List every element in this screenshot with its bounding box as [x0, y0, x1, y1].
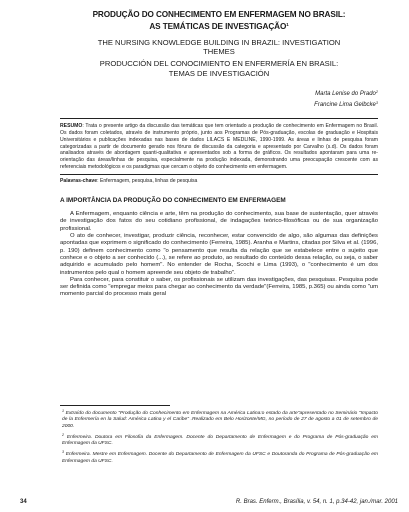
footnote-rule	[60, 405, 170, 406]
title-portuguese	[60, 10, 378, 32]
title-english	[60, 38, 378, 56]
footnotes	[60, 405, 378, 465]
title-es-line-1: PRODUCCIÓN DEL CONOCIMIENTO EN ENFERMERÍA EN BRASIL:	[99, 59, 339, 69]
title-pt-line-2: AS TEMÁTICAS DE INVESTIGAÇÃO$^1$	[149, 22, 289, 31]
paragraph-2: O ato de conhecer, investigar, produzir ciência, reconhecer, estar convencido de algo, são algumas das definições apontadas que exprimem o significado do conhecimento (Ferreira, 1985). Aranha e Martins, citadas por Silva et al. (1996, p. 190) definem conhecimento como "o pensamento que resulta da relação que se estabelece entre o sujeito que conhece e o objeto a ser conhecido (...), se refere ao produto, ao resultado do conteúdo dessa relação, ou seja, o saber adquirido e acumulado pelo homem". No entender de Rocha, Scochi e Lima (1993), o "conhecimento é um dos instrumentos pelo qual o homem apreende seu objeto de trabalho".	[60, 233, 378, 276]
author-list	[60, 88, 378, 110]
page-number: 34	[20, 499, 27, 505]
article-first-page	[60, 10, 378, 299]
author-1: Marta Lenise do Prado$^2$	[315, 89, 378, 97]
page-footer	[20, 499, 398, 505]
title-footnote-marker: 1	[286, 22, 289, 27]
author-2: Francine Lima Gelbcke$^3$	[314, 100, 378, 108]
paragraph-3: Para conhecer, para constituir o saber, os profissionais se utilizam das investigações, das pesquisas. Pesquisa pode ser definida como "empregar meios para chegar ao conhecimento da verdade"(Ferreira, 1985, p.365) ou ainda como "um momento parcial do processo mais geral	[60, 276, 378, 298]
abstract-text: RESUMO: Trata o presente artigo da discussão das temáticas que tem orientado a produção de conhecimento em Enfermagem no Brasil. Os dados foram coletados, através de instrumento próprio, junto aos Programas de Pós-graduação, escolas de graduação e Hospitais Universitários e publicações indexadas nas bases de dados LILACS E MEDLINE, 1990-1999. As áreas e linhas de pesquisa foram categorizadas a partir de documento gerado nos fóruns de discussão da categoria e apresentado por Carvalho (s.d). Os dados foram analisados através de abordagem quanti-qualitativa e apresentados sob a forma de gráficos. Os resultados apontaram para uma re-orientação das áreas/linhas de pesquisa, especialmente na produção indexada, demonstrando uma preocupação crescente com as referenciais metodológicos e os paradigmas que cercam o objeto do conhecimento em enfermagem.	[60, 122, 378, 171]
title-es-line-2: TEMAS DE INVESTIGACIÓN	[168, 68, 270, 78]
journal-citation: R. Bras. Enferm., Brasília, v. 54, n. 1, p.34-42, jan./mar. 2001	[235, 499, 398, 505]
title-en-line-2: THEMES	[203, 47, 235, 57]
footnote-2: $^2$ Enfermeira. Doutora em Filosofia da Enfermagem. Docente do Departamento de Enfermagem e do Programa de Pós-graduação em Enfermagem da UFSC.	[62, 432, 379, 447]
abstract-block	[60, 118, 378, 175]
keywords: Palavras-chave: Enfermagem, pesquisa, linhas de pesquisa	[60, 178, 198, 185]
abstract-label: RESUMO	[60, 122, 83, 129]
title-pt-line-1: PRODUÇÃO DO CONHECIMENTO EM ENFERMAGEM NO BRASIL:	[92, 10, 346, 19]
title-spanish	[60, 59, 378, 77]
title-en-line-1: THE NURSING KNOWLEDGE BUILDING IN BRAZIL: INVESTIGATION	[97, 38, 341, 47]
section-body	[60, 211, 378, 299]
footnote-3: $^3$ Enfermeira. Mestre em Enfermagem. Docente do Departamento de Enfermagem da UFSC e Doutoranda do Programa de Pós-graduação em Enfermagem da UFSC.	[62, 450, 379, 464]
keywords-label: Palavras-chave	[60, 178, 98, 185]
paragraph-1: A Enfermagem, enquanto ciência e arte, têm na produção do conhecimento, sua base de sustentação, quer através de investigação dos fatos do seu cotidiano profissional, de indagações teórico-filosóficas ou de sua organização profissional.	[60, 211, 378, 232]
section-heading: A IMPORTÂNCIA DA PRODUÇÃO DO CONHECIMENTO EM ENFERMAGEM	[60, 197, 286, 205]
footnote-1: $^1$ Extraído do documento "Produção do Conhecimento em Enfermagem na América Latina:o estado da arte"apresentado no Seminário "Impacto de la Enfermería en la Salud: América Latina y el Caribe" .Realizado em Belo Horizonte/MG, no período de 27 de agosto a 01 de setembro de 2000.	[62, 409, 378, 429]
